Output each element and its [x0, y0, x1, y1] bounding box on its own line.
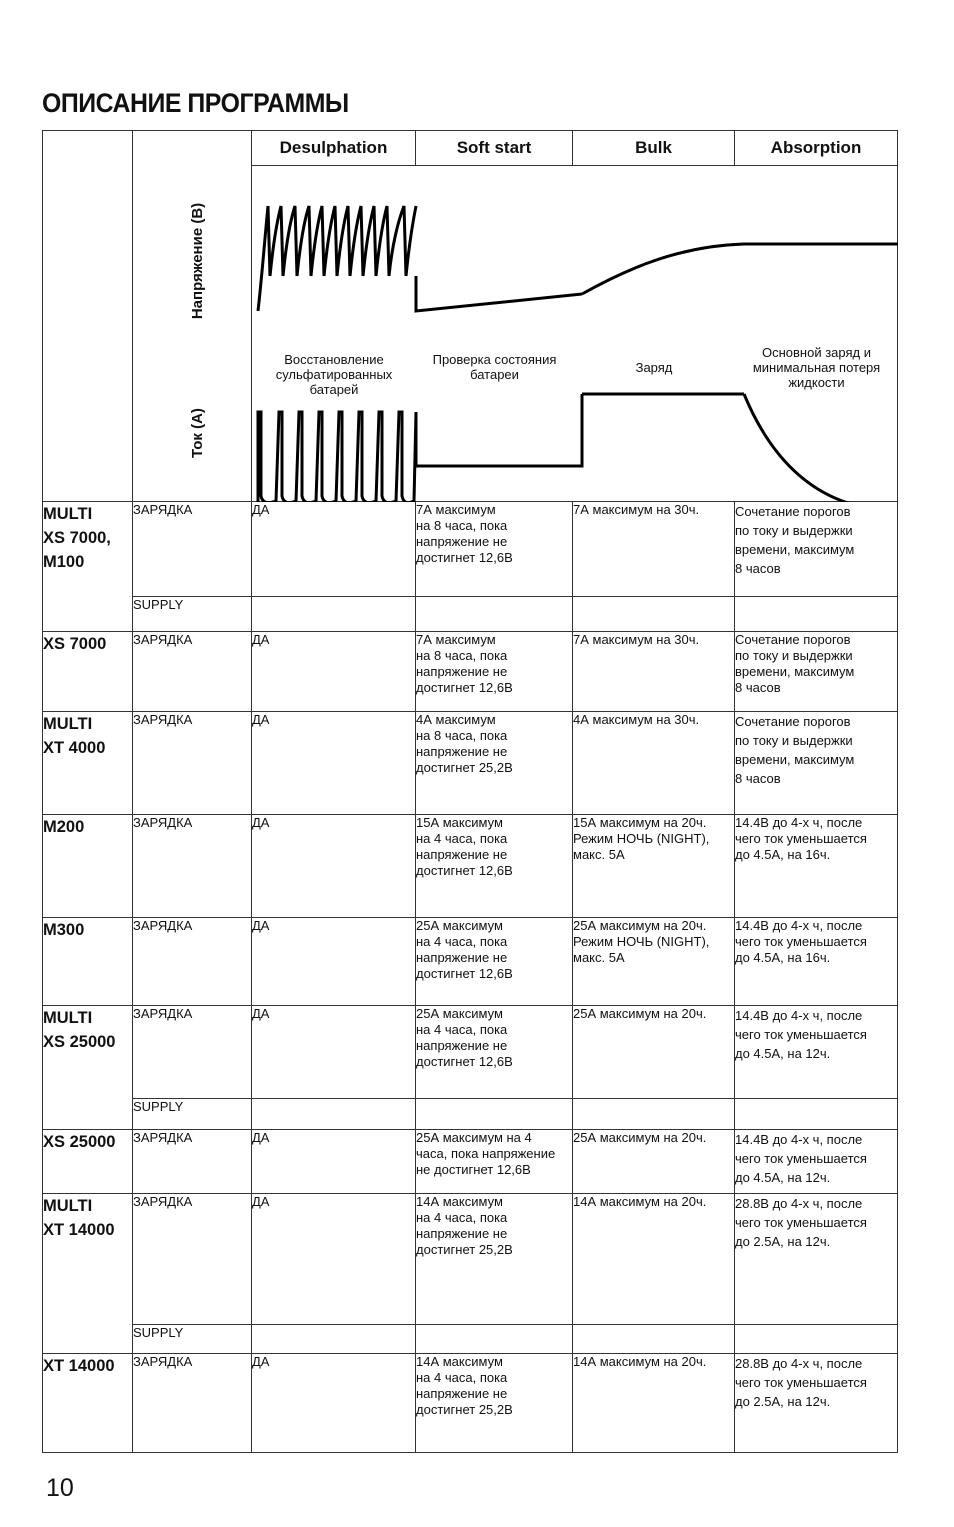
- program-table: [42, 130, 898, 1453]
- table-row: [43, 815, 898, 918]
- mode-label: ЗАРЯДКА: [133, 712, 252, 815]
- svg-text:Ток (А): Ток (А): [188, 408, 206, 458]
- mode-label: SUPPLY: [133, 1099, 252, 1130]
- charging-diagram: [252, 166, 898, 502]
- desulphation-value: ДА: [252, 1354, 416, 1453]
- axis-labels-cell: [133, 131, 252, 502]
- caption-absorption: Основной заряд и минимальная потеря жидкости: [752, 345, 881, 390]
- charging-curves: [252, 166, 898, 502]
- soft-start-value: 25А максимум на 4 часа, пока напряжение не достигнет 12,6В: [416, 918, 573, 1006]
- bulk-value: 7А максимум на 30ч.: [573, 632, 735, 712]
- bulk-value: 14А максимум на 20ч.: [573, 1194, 735, 1325]
- bulk-value: 25А максимум на 20ч.: [573, 1006, 735, 1099]
- table-row: [43, 1194, 898, 1325]
- model-name: XS 7000: [43, 632, 133, 712]
- soft-start-value: 7А максимум на 8 часа, пока напряжение не достигнет 12,6В: [416, 632, 573, 712]
- mode-label: ЗАРЯДКА: [133, 918, 252, 1006]
- model-name: MULTI XT 4000: [43, 712, 133, 815]
- model-name: XS 25000: [43, 1130, 133, 1194]
- table-row: [43, 1006, 898, 1099]
- desulphation-voltage-wave: [258, 206, 416, 311]
- bulk-value: 25А максимум на 20ч. Режим НОЧЬ (NIGHT), макс. 5А: [573, 918, 735, 1006]
- soft-start-value: 7А максимум на 8 часа, пока напряжение не достигнет 12,6В: [416, 502, 573, 597]
- absorption-value: 14.4В до 4-х ч, после чего ток уменьшается до 4.5А, на 16ч.: [735, 815, 898, 918]
- model-name: M200: [43, 815, 133, 918]
- absorption-value: [735, 1325, 898, 1354]
- model-name: MULTI XS 7000, M100: [43, 502, 133, 632]
- absorption-value: Сочетание порогов по току и выдержки времени, максимум 8 часов: [735, 712, 898, 815]
- absorption-value: 28.8В до 4-х ч, после чего ток уменьшается до 2.5А, на 12ч.: [735, 1194, 898, 1325]
- mode-label: SUPPLY: [133, 1325, 252, 1354]
- bulk-value: 4А максимум на 30ч.: [573, 712, 735, 815]
- table-row: [43, 1354, 898, 1453]
- mode-label: ЗАРЯДКА: [133, 815, 252, 918]
- absorption-current-curve: [744, 394, 898, 502]
- header-absorption: Absorption: [735, 131, 898, 166]
- soft-start-value: 25А максимум на 4 часа, пока напряжение не достигнет 12,6В: [416, 1006, 573, 1099]
- page-number: 10: [46, 1474, 74, 1502]
- desulphation-value: ДА: [252, 918, 416, 1006]
- absorption-value: Сочетание порогов по току и выдержки времени, максимум 8 часов: [735, 502, 898, 597]
- soft-start-value: [416, 1325, 573, 1354]
- soft-start-value: 15А максимум на 4 часа, пока напряжение не достигнет 12,6В: [416, 815, 573, 918]
- mode-label: ЗАРЯДКА: [133, 1130, 252, 1194]
- absorption-value: 14.4В до 4-х ч, после чего ток уменьшается до 4.5А, на 16ч.: [735, 918, 898, 1006]
- mode-label: ЗАРЯДКА: [133, 632, 252, 712]
- bulk-value: 25А максимум на 20ч.: [573, 1130, 735, 1194]
- absorption-value: Сочетание порогов по току и выдержки времени, максимум 8 часов: [735, 632, 898, 712]
- model-name: MULTI XT 14000: [43, 1194, 133, 1354]
- desulphation-value: ДА: [252, 502, 416, 597]
- voltage-axis-label: [173, 191, 223, 331]
- corner-empty-cell: [43, 131, 133, 502]
- absorption-value: 14.4В до 4-х ч, после чего ток уменьшается до 4.5А, на 12ч.: [735, 1130, 898, 1194]
- table-row: [43, 1099, 898, 1130]
- desulphation-value: [252, 597, 416, 632]
- absorption-value: 14.4В до 4-х ч, после чего ток уменьшается до 4.5А, на 12ч.: [735, 1006, 898, 1099]
- bulk-value: 15А максимум на 20ч. Режим НОЧЬ (NIGHT), макс. 5А: [573, 815, 735, 918]
- soft-start-value: 14А максимум на 4 часа, пока напряжение не достигнет 25,2В: [416, 1194, 573, 1325]
- desulphation-value: ДА: [252, 1006, 416, 1099]
- header-soft-start: Soft start: [416, 131, 573, 166]
- desulphation-value: [252, 1325, 416, 1354]
- soft-start-value: 25А максимум на 4 часа, пока напряжение не достигнет 12,6В: [416, 1130, 573, 1194]
- soft-start-voltage-line: [416, 276, 582, 311]
- desulphation-value: ДА: [252, 712, 416, 815]
- mode-label: ЗАРЯДКА: [133, 1006, 252, 1099]
- caption-bulk: Заряд: [635, 360, 673, 375]
- caption-soft-start: Проверка состояния батареи: [432, 352, 557, 382]
- model-name: XT 14000: [43, 1354, 133, 1453]
- current-axis-label: [173, 393, 223, 473]
- soft-start-value: 4А максимум на 8 часа, пока напряжение не достигнет 25,2В: [416, 712, 573, 815]
- page-title: ОПИСАНИЕ ПРОГРАММЫ: [42, 88, 349, 118]
- desulphation-value: ДА: [252, 815, 416, 918]
- soft-start-current-line: [416, 394, 582, 466]
- absorption-value: [735, 597, 898, 632]
- table-row: [43, 1130, 898, 1194]
- table-row: [43, 712, 898, 815]
- svg-text:Напряжение (В): Напряжение (В): [188, 202, 206, 320]
- table-row: [43, 918, 898, 1006]
- absorption-voltage-line: [744, 244, 898, 256]
- bulk-value: [573, 597, 735, 632]
- bulk-value: 7А максимум на 30ч.: [573, 502, 735, 597]
- desulphation-current-wave: [258, 412, 416, 502]
- bulk-voltage-curve: [582, 244, 744, 294]
- desulphation-value: ДА: [252, 1194, 416, 1325]
- soft-start-value: 14А максимум на 4 часа, пока напряжение не достигнет 25,2В: [416, 1354, 573, 1453]
- soft-start-value: [416, 1099, 573, 1130]
- bulk-value: 14А максимум на 20ч.: [573, 1354, 735, 1453]
- mode-label: SUPPLY: [133, 597, 252, 632]
- mode-label: ЗАРЯДКА: [133, 1194, 252, 1325]
- table-row: [43, 502, 898, 597]
- bulk-value: [573, 1099, 735, 1130]
- desulphation-value: [252, 1099, 416, 1130]
- header-desulphation: Desulphation: [252, 131, 416, 166]
- table-row: [43, 1325, 898, 1354]
- table-row: [43, 632, 898, 712]
- caption-desulphation: Восстановление сульфатированных батарей: [275, 352, 393, 397]
- absorption-value: 28.8В до 4-х ч, после чего ток уменьшается до 2.5А, на 12ч.: [735, 1354, 898, 1453]
- model-name: MULTI XS 25000: [43, 1006, 133, 1130]
- header-bulk: Bulk: [573, 131, 735, 166]
- desulphation-value: ДА: [252, 1130, 416, 1194]
- mode-label: ЗАРЯДКА: [133, 1354, 252, 1453]
- desulphation-value: ДА: [252, 632, 416, 712]
- absorption-value: [735, 1099, 898, 1130]
- table-row: [43, 597, 898, 632]
- soft-start-value: [416, 597, 573, 632]
- model-name: M300: [43, 918, 133, 1006]
- bulk-value: [573, 1325, 735, 1354]
- mode-label: ЗАРЯДКА: [133, 502, 252, 597]
